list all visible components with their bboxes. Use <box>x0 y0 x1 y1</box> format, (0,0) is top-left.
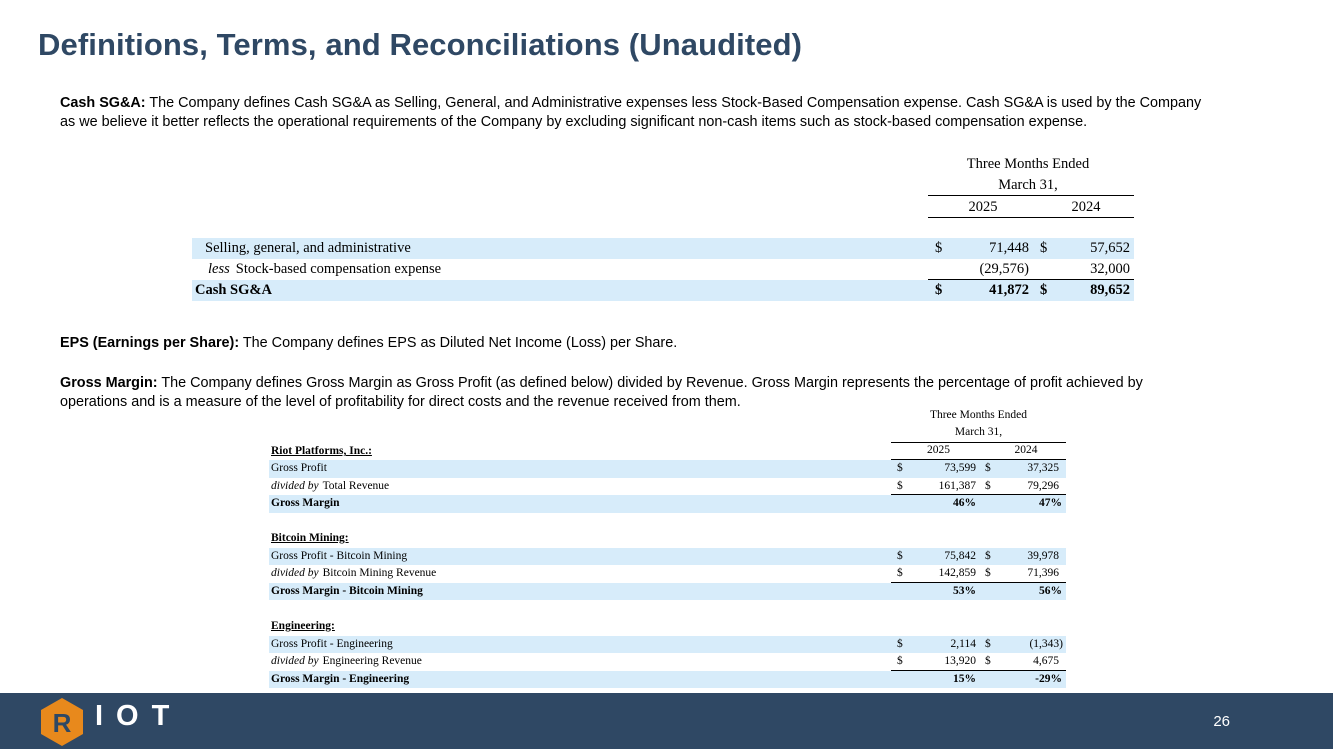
value-2024: 47% <box>1039 497 1062 509</box>
row-prefix: less <box>208 261 230 277</box>
row-label: Selling, general, and administrative <box>205 240 411 256</box>
currency-2024: $ <box>985 655 991 667</box>
table-row-total <box>269 671 1066 689</box>
table-row <box>269 565 1066 583</box>
logo-wordmark: IOT <box>95 700 183 732</box>
value-2025: 13,920 <box>944 655 976 667</box>
eps-definition <box>60 334 1210 353</box>
section-heading: Bitcoin Mining: <box>271 532 349 544</box>
row-label <box>271 565 436 583</box>
cash-sga-text: The Company defines Cash SG&A as Selling, General, and Administrative expenses less Stock-Based Compensation expense. Cash SG&A is used by the Company as we believe it better reflects the operational requirements of the Company by excluding significant non-cash items such as stock-based compensation expense. <box>60 95 1202 130</box>
section-heading-row <box>269 618 1066 636</box>
section-heading-row <box>269 530 1066 548</box>
row-label: Gross Profit <box>271 462 327 474</box>
row-prefix: divided by <box>271 479 319 492</box>
row-prefix: divided by <box>271 567 319 579</box>
footer-bar <box>0 693 1333 749</box>
eps-text: The Company defines EPS as Diluted Net Income (Loss) per Share. <box>242 335 678 351</box>
currency-2025: $ <box>897 567 903 579</box>
table-row-total <box>269 583 1066 601</box>
row-label: Cash SG&A <box>195 282 272 298</box>
row-prefix: divided by <box>271 655 319 667</box>
row-label <box>271 478 389 496</box>
section-heading-row <box>269 443 1066 461</box>
table-row-total <box>192 280 1134 301</box>
currency-2025: $ <box>897 549 903 562</box>
row-label <box>271 653 422 671</box>
value-2025: 46% <box>953 497 976 509</box>
row-label <box>205 259 441 280</box>
row-label-text: Stock-based compensation expense <box>235 261 442 277</box>
value-2024: 32,000 <box>1090 261 1130 277</box>
value-2025: 71,448 <box>989 240 1029 256</box>
value-2024: (1,343) <box>1029 637 1063 650</box>
gross-margin-text: The Company defines Gross Margin as Gross Profit (as defined below) divided by Revenue. Gross Margin represents the percentage of profit achieved by operations and is a measure of the level of profitability for direct costs and the revenue received from them. <box>60 375 1143 410</box>
table-row <box>269 478 1066 496</box>
currency-2024: $ <box>985 637 991 650</box>
value-2024: 57,652 <box>1090 240 1130 256</box>
year-2025-header: 2025 <box>927 444 950 456</box>
currency-2025: $ <box>897 479 903 492</box>
value-2024: 37,325 <box>1027 462 1059 474</box>
table-header-date: March 31, <box>954 426 1003 438</box>
value-2024: 39,978 <box>1027 549 1059 562</box>
value-2024: 71,396 <box>1027 567 1059 579</box>
cash-sga-heading: Cash SG&A: <box>60 95 146 111</box>
table-row <box>269 653 1066 671</box>
row-label: Gross Margin <box>271 497 340 509</box>
year-2025-header: 2025 <box>968 199 998 215</box>
row-label: Gross Margin - Engineering <box>271 672 410 685</box>
currency-2024: $ <box>985 462 991 474</box>
value-2025: 142,859 <box>938 567 976 579</box>
currency-2025: $ <box>897 637 903 650</box>
row-label: Gross Profit - Engineering <box>271 637 393 650</box>
currency-2025: $ <box>935 282 943 298</box>
year-2024-header: 2024 <box>1071 199 1101 215</box>
currency-2024: $ <box>1040 240 1048 256</box>
value-2025: 53% <box>953 584 976 597</box>
value-2024: 89,652 <box>1090 282 1130 298</box>
gross-margin-heading: Gross Margin: <box>60 375 158 391</box>
value-2025: 75,842 <box>944 549 976 562</box>
currency-2025: $ <box>897 655 903 667</box>
table-header-period: Three Months Ended <box>966 156 1090 172</box>
currency-2024: $ <box>1040 282 1048 298</box>
value-2025: (29,576) <box>979 261 1029 277</box>
row-label-text: Total Revenue <box>322 479 390 492</box>
header-rule <box>928 195 1134 196</box>
value-2024: 56% <box>1039 584 1062 597</box>
value-2024: 79,296 <box>1027 479 1059 492</box>
eps-heading: EPS (Earnings per Share): <box>60 335 240 351</box>
currency-2024: $ <box>985 567 991 579</box>
section-heading: Riot Platforms, Inc.: <box>271 445 372 457</box>
table-header-date: March 31, <box>998 177 1058 193</box>
currency-2025: $ <box>897 462 903 474</box>
value-2025: 161,387 <box>938 479 976 492</box>
row-label-text: Engineering Revenue <box>322 655 422 667</box>
page-number: 26 <box>1213 713 1230 730</box>
row-label: Gross Margin - Bitcoin Mining <box>271 584 423 597</box>
table-header-period: Three Months Ended <box>929 409 1028 421</box>
table-row <box>192 259 1134 280</box>
table-row <box>192 238 1134 259</box>
cash-sga-definition <box>60 94 1210 132</box>
value-2025: 2,114 <box>950 637 976 650</box>
value-2025: 73,599 <box>944 462 976 474</box>
year-2024-header: 2024 <box>1014 444 1038 456</box>
section-heading: Engineering: <box>271 620 335 632</box>
currency-2024: $ <box>985 549 991 562</box>
table-row <box>269 460 1066 478</box>
gross-margin-definition <box>60 374 1190 412</box>
value-2024: -29% <box>1035 672 1062 685</box>
table-row <box>269 636 1066 654</box>
value-2025: 15% <box>953 672 976 685</box>
row-label-text: Bitcoin Mining Revenue <box>322 567 437 579</box>
table-row <box>269 548 1066 566</box>
year-rule <box>928 217 1134 218</box>
table-row-total <box>269 495 1066 513</box>
page-title: Definitions, Terms, and Reconciliations (Unaudited) <box>38 27 803 62</box>
currency-2025: $ <box>935 240 943 256</box>
value-2024: 4,675 <box>1033 655 1059 667</box>
row-label: Gross Profit - Bitcoin Mining <box>271 549 408 562</box>
logo-letter: R <box>52 708 72 738</box>
value-2025: 41,872 <box>989 282 1029 298</box>
riot-logo-icon <box>40 697 84 746</box>
currency-2024: $ <box>985 479 991 492</box>
